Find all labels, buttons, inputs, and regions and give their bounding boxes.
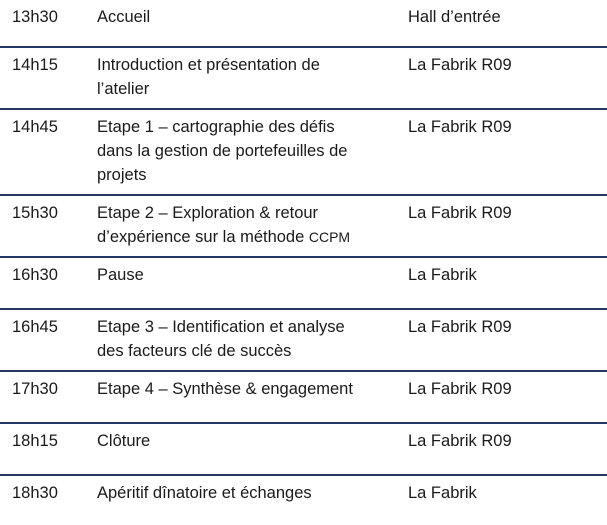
agenda-row	[0, 476, 607, 525]
agenda-row	[0, 424, 607, 476]
location-cell: La Fabrik R09	[408, 432, 512, 450]
activity-line: dans la gestion de portefeuilles de	[97, 142, 348, 160]
location-cell: La Fabrik	[408, 484, 477, 502]
agenda-row	[0, 110, 607, 196]
activity-line: Etape 3 – Identification et analyse	[97, 318, 345, 336]
activity-cell: Clôture	[97, 432, 151, 450]
activity-cell: Etape 4 – Synthèse & engagement	[97, 380, 353, 398]
time-cell: 18h15	[12, 432, 58, 450]
location-cell: Hall d’entrée	[408, 8, 501, 26]
agenda-row	[0, 0, 607, 48]
time-cell: 18h30	[12, 484, 58, 502]
time-cell: 17h30	[12, 380, 58, 398]
activity-line-text: d’expérience sur la méthode	[97, 228, 309, 246]
activity-cell	[97, 115, 387, 187]
time-cell: 13h30	[12, 8, 58, 26]
activity-acronym: CCPM	[308, 229, 351, 245]
activity-cell	[97, 315, 387, 363]
time-cell: 14h15	[12, 56, 58, 74]
agenda-row	[0, 310, 607, 372]
time-cell: 14h45	[12, 118, 58, 136]
time-cell: 16h45	[12, 318, 58, 336]
activity-cell	[97, 201, 387, 249]
activity-line	[97, 225, 387, 249]
activity-line: Etape 2 – Exploration & retour	[97, 204, 319, 222]
location-cell: La Fabrik R09	[408, 204, 512, 222]
activity-line: des facteurs clé de succès	[97, 342, 292, 360]
activity-line: Introduction et présentation de	[97, 56, 320, 74]
activity-line: l’atelier	[97, 80, 150, 98]
agenda-row	[0, 258, 607, 310]
time-cell: 16h30	[12, 266, 58, 284]
activity-cell: Pause	[97, 266, 144, 284]
activity-cell: Accueil	[97, 8, 151, 26]
activity-cell: Apéritif dînatoire et échanges	[97, 484, 312, 502]
location-cell: La Fabrik	[408, 266, 477, 284]
location-cell: La Fabrik R09	[408, 56, 512, 74]
activity-line: Etape 1 – cartographie des défis	[97, 118, 335, 136]
location-cell: La Fabrik R09	[408, 318, 512, 336]
location-cell: La Fabrik R09	[408, 380, 512, 398]
agenda-row	[0, 196, 607, 258]
location-cell: La Fabrik R09	[408, 118, 512, 136]
activity-line: projets	[97, 166, 147, 184]
agenda-row	[0, 48, 607, 110]
agenda-row	[0, 372, 607, 424]
time-cell: 15h30	[12, 204, 58, 222]
activity-cell	[97, 53, 387, 101]
